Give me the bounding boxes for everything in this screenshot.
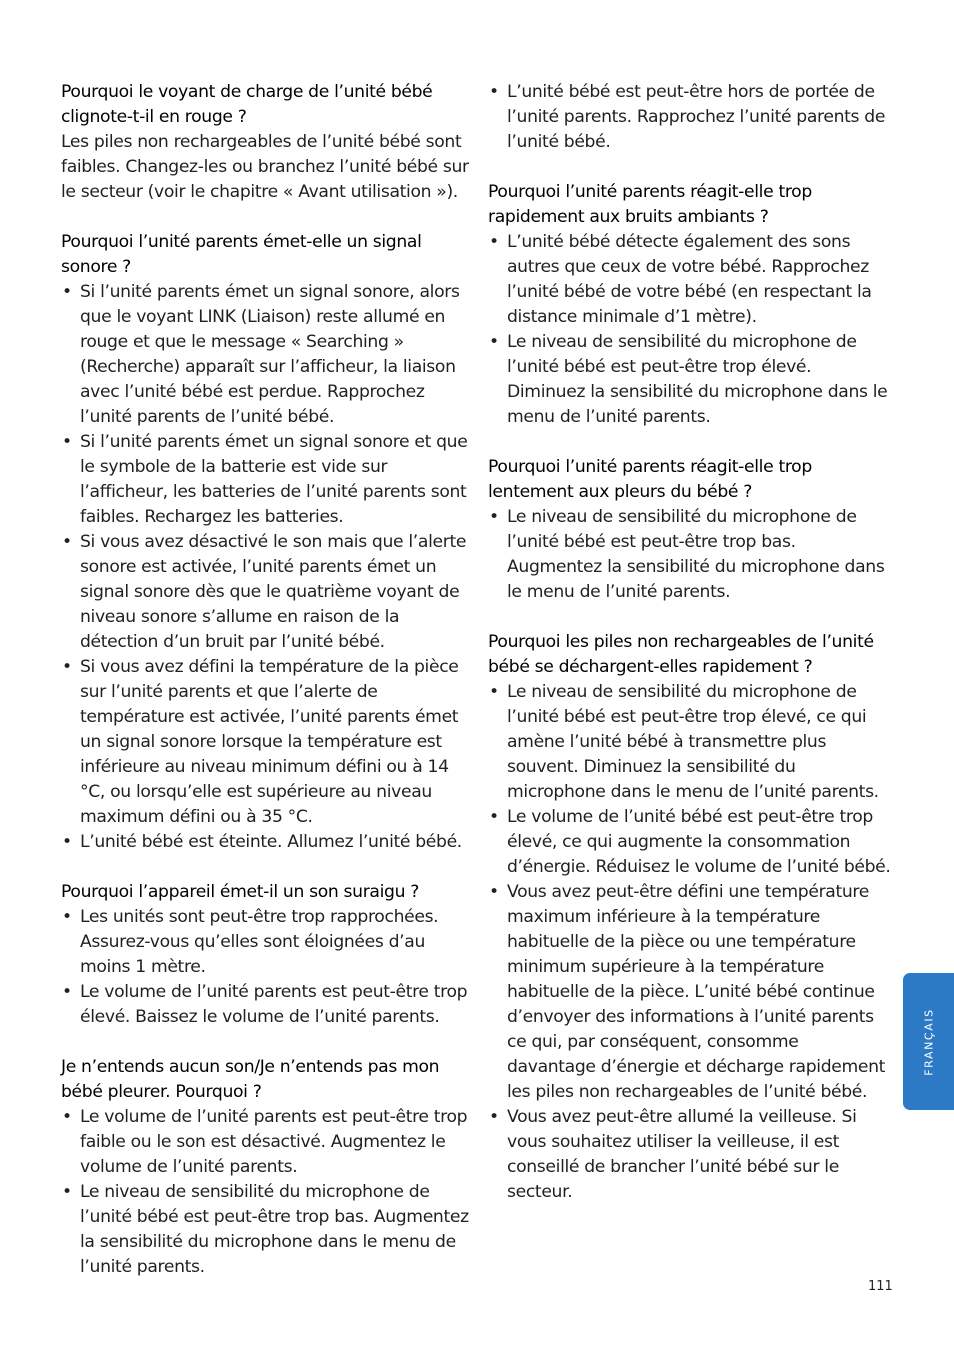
faq-bullet: • Le niveau de sensibilité du microphone de l’unité bébé est peut-être trop bas. Augmentez la sensibilité du microphone dans le menu de l’unité parents. — [61, 1180, 469, 1280]
faq-section — [61, 880, 469, 1030]
faq-question: Je n’entends aucun son/Je n’entends pas mon bébé pleurer. Pourquoi ? — [61, 1057, 440, 1102]
faq-answer: Les piles non rechargeables de l’unité bébé sont faibles. Changez-les ou branchez l’unité bébé sur le secteur (voir le chapitre « Avant utilisation »). — [61, 132, 469, 202]
faq-bullet: • L’unité bébé est éteinte. Allumez l’unité bébé. — [61, 830, 469, 855]
faq-section — [488, 630, 892, 1205]
faq-answer-list — [488, 230, 892, 430]
faq-question: Pourquoi les piles non rechargeables de l’unité bébé se déchargent-elles rapidement ? — [488, 632, 874, 677]
language-tab — [903, 973, 954, 1110]
faq-bullet: • Si l’unité parents émet un signal sonore et que le symbole de la batterie est vide sur l’afficheur, les batteries de l’unité parents sont faibles. Rechargez les batteries. — [61, 430, 469, 530]
faq-bullet: • L’unité bébé est peut-être hors de portée de l’unité parents. Rapprochez l’unité parents de l’unité bébé. — [488, 80, 892, 155]
faq-section — [488, 455, 892, 605]
faq-answer-list — [488, 505, 892, 605]
faq-answer-list — [488, 80, 892, 155]
faq-bullet: • Le volume de l’unité parents est peut-être trop élevé. Baissez le volume de l’unité parents. — [61, 980, 469, 1030]
faq-section — [61, 80, 469, 205]
faq-answer-list — [61, 905, 469, 1030]
faq-bullet: • L’unité bébé détecte également des sons autres que ceux de votre bébé. Rapprochez l’unité bébé de votre bébé (en respectant la distance minimale d’1 mètre). — [488, 230, 892, 330]
faq-bullet: • Si vous avez désactivé le son mais que l’alerte sonore est activée, l’unité parents émet un signal sonore dès que le quatrième voyant de niveau sonore s’allume en raison de la détection d’un bruit par l’unité bébé. — [61, 530, 469, 655]
faq-bullet: • Si vous avez défini la température de la pièce sur l’unité parents et que l’alerte de température est activée, l’unité parents émet un signal sonore lorsque la température est inférieure au niveau minimum défini ou à 14 °C, ou lorsqu’elle est supérieure au niveau maximum défini ou à 35 °C. — [61, 655, 469, 830]
language-tab-label: FRANÇAIS — [922, 1007, 935, 1076]
right-column — [488, 80, 892, 1230]
faq-section — [488, 80, 892, 155]
faq-bullet: • Le niveau de sensibilité du microphone de l’unité bébé est peut-être trop bas. Augmentez la sensibilité du microphone dans le menu de l’unité parents. — [488, 505, 892, 605]
faq-bullet: • Vous avez peut-être défini une température maximum inférieure à la température habituelle de la pièce ou une température minimum supérieure à la température habituelle de la pièce. L’unité bébé continue d’envoyer des informations à l’unité parents ce qui, par conséquent, consomme davantage d’énergie et décharge rapidement les piles non rechargeables de l’unité bébé. — [488, 880, 892, 1105]
faq-section — [61, 230, 469, 855]
faq-question: Pourquoi le voyant de charge de l’unité bébé clignote-t-il en rouge ? — [61, 82, 433, 127]
faq-question: Pourquoi l’appareil émet-il un son suraigu ? — [61, 882, 420, 902]
faq-bullet: • Vous avez peut-être allumé la veilleuse. Si vous souhaitez utiliser la veilleuse, il est conseillé de brancher l’unité bébé sur le secteur. — [488, 1105, 892, 1205]
faq-answer-list — [488, 680, 892, 1205]
faq-bullet: • Les unités sont peut-être trop rapprochées. Assurez-vous qu’elles sont éloignées d’au moins 1 mètre. — [61, 905, 469, 980]
faq-answer-list — [61, 1105, 469, 1280]
left-column — [61, 80, 469, 1305]
faq-question: Pourquoi l’unité parents émet-elle un signal sonore ? — [61, 232, 422, 277]
faq-section — [61, 1055, 469, 1280]
faq-question: Pourquoi l’unité parents réagit-elle trop rapidement aux bruits ambiants ? — [488, 182, 812, 227]
page-number: 111 — [868, 1279, 893, 1294]
faq-bullet: • Le niveau de sensibilité du microphone de l’unité bébé est peut-être trop élevé, ce qui amène l’unité bébé à transmettre plus souvent. Diminuez la sensibilité du microphone dans le menu de l’unité parents. — [488, 680, 892, 805]
faq-section — [488, 180, 892, 430]
faq-question: Pourquoi l’unité parents réagit-elle trop lentement aux pleurs du bébé ? — [488, 457, 812, 502]
faq-bullet: • Si l’unité parents émet un signal sonore, alors que le voyant LINK (Liaison) reste allumé en rouge et que le message « Searching » (Recherche) apparaît sur l’afficheur, la liaison avec l’unité bébé est perdue. Rapprochez l’unité parents de l’unité bébé. — [61, 280, 469, 430]
faq-answer-list — [61, 280, 469, 855]
faq-bullet: • Le volume de l’unité bébé est peut-être trop élevé, ce qui augmente la consommation d’énergie. Réduisez le volume de l’unité bébé. — [488, 805, 892, 880]
faq-bullet: • Le niveau de sensibilité du microphone de l’unité bébé est peut-être trop élevé. Diminuez la sensibilité du microphone dans le menu de l’unité parents. — [488, 330, 892, 430]
faq-bullet: • Le volume de l’unité parents est peut-être trop faible ou le son est désactivé. Augmentez le volume de l’unité parents. — [61, 1105, 469, 1180]
